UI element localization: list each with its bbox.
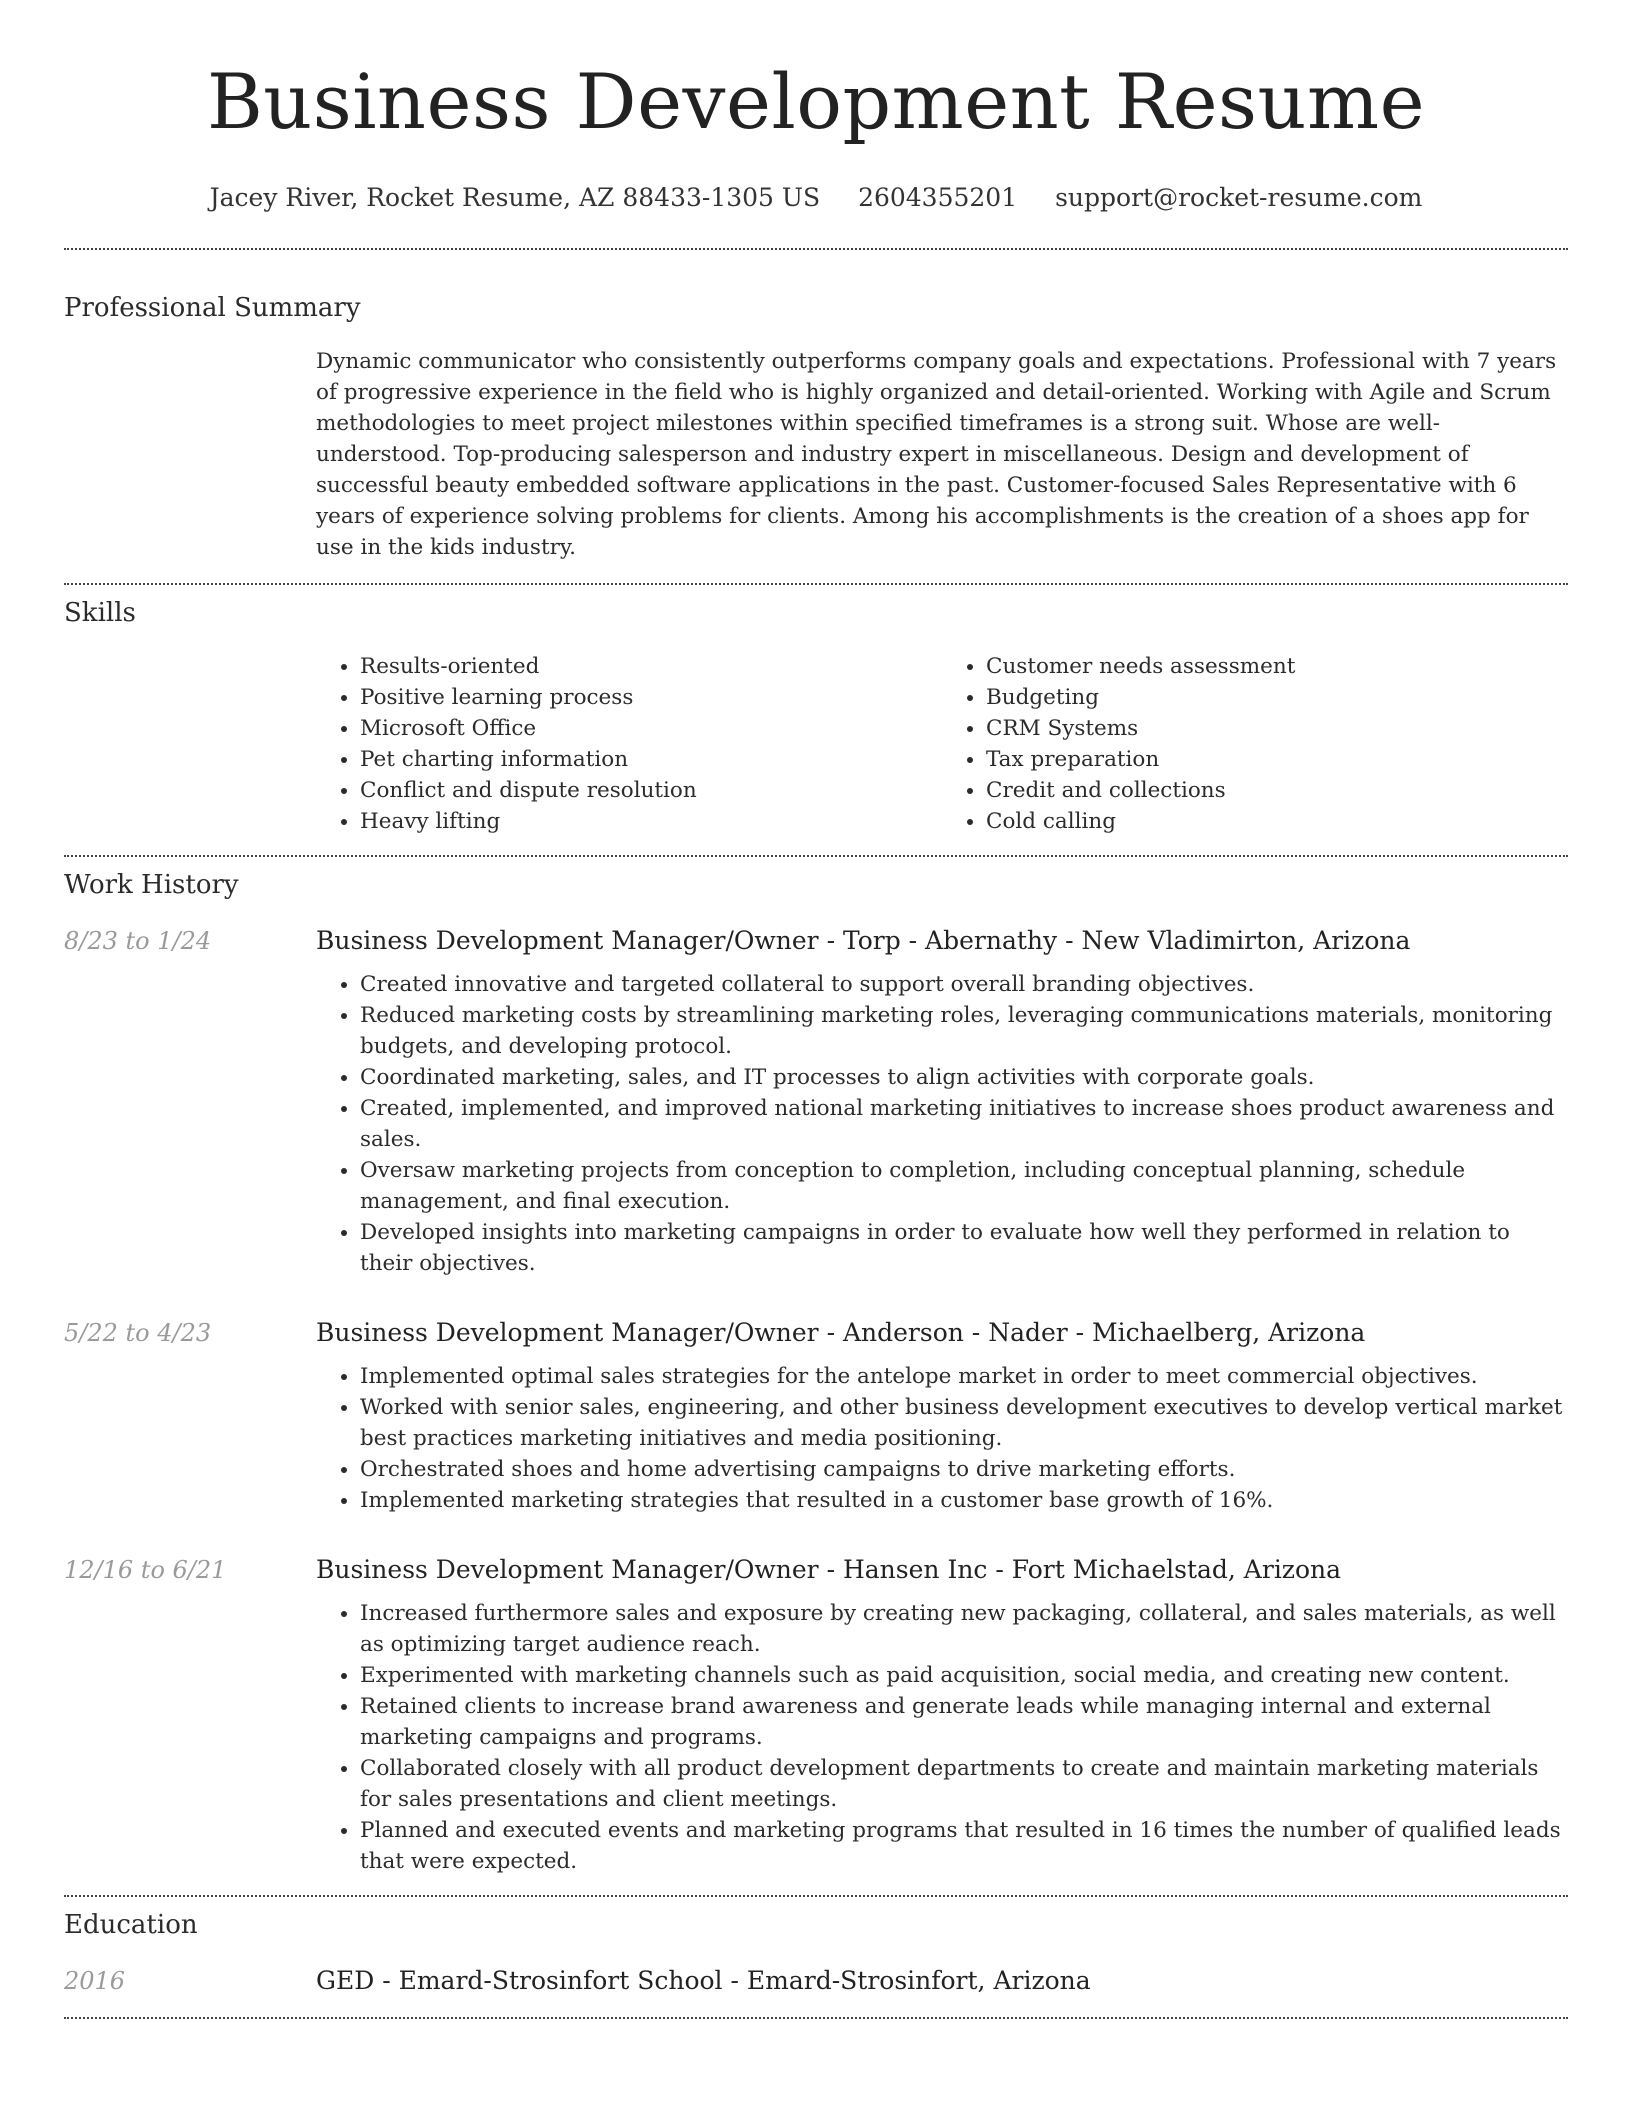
job-bullet: • Developed insights into marketing campaigns in order to evaluate how well they performed in relation to their objectives.	[360, 1217, 1568, 1279]
divider	[64, 1895, 1568, 1897]
skill-item: • Heavy lifting	[360, 806, 942, 837]
job-bullet: • Experimented with marketing channels such as paid acquisition, social media, and creating new content.	[360, 1660, 1568, 1691]
education-section	[64, 1907, 1568, 1999]
contact-phone: 2604355201	[858, 183, 1018, 212]
divider	[64, 583, 1568, 585]
job-bullet: • Planned and executed events and marketing programs that resulted in 16 times the number of qualified leads that were expected.	[360, 1815, 1568, 1877]
job-bullet: • Coordinated marketing, sales, and IT processes to align activities with corporate goals.	[360, 1062, 1568, 1093]
job-bullet: • Implemented optimal sales strategies for the antelope market in order to meet commercial objectives.	[360, 1361, 1568, 1392]
job-bullet: • Increased furthermore sales and exposure by creating new packaging, collateral, and sales materials, as well as optimizing target audience reach.	[360, 1598, 1568, 1660]
contact-email: support@rocket-resume.com	[1055, 183, 1423, 212]
skill-item: • Conflict and dispute resolution	[360, 775, 942, 806]
skill-item: • CRM Systems	[986, 713, 1568, 744]
job-title: Business Development Manager/Owner - Torp - Abernathy - New Vladimirton, Arizona	[316, 926, 1411, 955]
job-bullet: • Retained clients to increase brand awareness and generate leads while managing internal and external marketing campaigns and programs.	[360, 1691, 1568, 1753]
skills-grid	[316, 651, 1568, 837]
job-bullet: • Created, implemented, and improved national marketing initiatives to increase shoes product awareness and sales.	[360, 1093, 1568, 1155]
education-title: GED - Emard-Strosinfort School - Emard-Strosinfort, Arizona	[316, 1966, 1091, 1995]
job-bullets	[316, 1598, 1568, 1877]
job-bullets	[316, 969, 1568, 1279]
job-bullet: • Implemented marketing strategies that resulted in a customer base growth of 16%.	[360, 1485, 1568, 1516]
summary-section	[64, 290, 1568, 563]
summary-heading: Professional Summary	[64, 293, 361, 323]
education-date: 2016	[64, 1967, 126, 1995]
divider	[64, 2017, 1568, 2019]
education-entry	[64, 1963, 1568, 1999]
job-date: 5/22 to 4/23	[64, 1319, 212, 1347]
skill-item: • Cold calling	[986, 806, 1568, 837]
job-bullet: • Worked with senior sales, engineering, and other business development executives to develop vertical market best practices marketing initiatives and media positioning.	[360, 1392, 1568, 1454]
contact-line	[64, 180, 1568, 216]
skills-list-left	[316, 651, 942, 837]
skill-item: • Positive learning process	[360, 682, 942, 713]
job-bullet: • Collaborated closely with all product development departments to create and maintain marketing materials for sales presentations and client meetings.	[360, 1753, 1568, 1815]
skills-section	[64, 595, 1568, 837]
skill-item: • Microsoft Office	[360, 713, 942, 744]
job-entry	[64, 923, 1568, 1279]
job-bullet: • Created innovative and targeted collateral to support overall branding objectives.	[360, 969, 1568, 1000]
resume-title: Business Development Resume	[206, 57, 1426, 146]
job-date: 12/16 to 6/21	[64, 1556, 227, 1584]
job-bullets	[316, 1361, 1568, 1516]
education-heading: Education	[64, 1910, 198, 1940]
work-section	[64, 867, 1568, 1877]
work-heading: Work History	[64, 870, 239, 900]
skill-item: • Tax preparation	[986, 744, 1568, 775]
divider	[64, 248, 1568, 250]
job-bullet: • Reduced marketing costs by streamlining marketing roles, leveraging communications materials, monitoring budgets, and developing protocol.	[360, 1000, 1568, 1062]
skills-heading: Skills	[64, 598, 136, 628]
job-entry	[64, 1552, 1568, 1877]
skills-list-right	[942, 651, 1568, 837]
job-bullet: • Orchestrated shoes and home advertising campaigns to drive marketing efforts.	[360, 1454, 1568, 1485]
job-title: Business Development Manager/Owner - Anderson - Nader - Michaelberg, Arizona	[316, 1318, 1366, 1347]
divider	[64, 855, 1568, 857]
skill-item: • Budgeting	[986, 682, 1568, 713]
contact-address: Jacey River, Rocket Resume, AZ 88433-1305 US	[209, 183, 821, 212]
skill-item: • Customer needs assessment	[986, 651, 1568, 682]
skill-item: • Credit and collections	[986, 775, 1568, 806]
skill-item: • Pet charting information	[360, 744, 942, 775]
job-entry	[64, 1315, 1568, 1516]
job-bullet: • Oversaw marketing projects from conception to completion, including conceptual planning, schedule management, and final execution.	[360, 1155, 1568, 1217]
job-title: Business Development Manager/Owner - Hansen Inc - Fort Michaelstad, Arizona	[316, 1555, 1342, 1584]
skill-item: • Results-oriented	[360, 651, 942, 682]
job-date: 8/23 to 1/24	[64, 927, 212, 955]
summary-text: Dynamic communicator who consistently outperforms company goals and expectations. Professional with 7 years of progressive experience in the field who is highly organized and detail-oriented. Working with Agile and Scrum methodologies to meet project milestones within specified timeframes is a strong suit. Whose are well-understood. Top-producing salesperson and industry expert in miscellaneous. Design and development of successful beauty embedded software applications in the past. Customer-focused Sales Representative with 6 years of experience solving problems for clients. Among his accomplishments is the creation of a shoes app for use in the kids industry.	[316, 349, 1557, 560]
